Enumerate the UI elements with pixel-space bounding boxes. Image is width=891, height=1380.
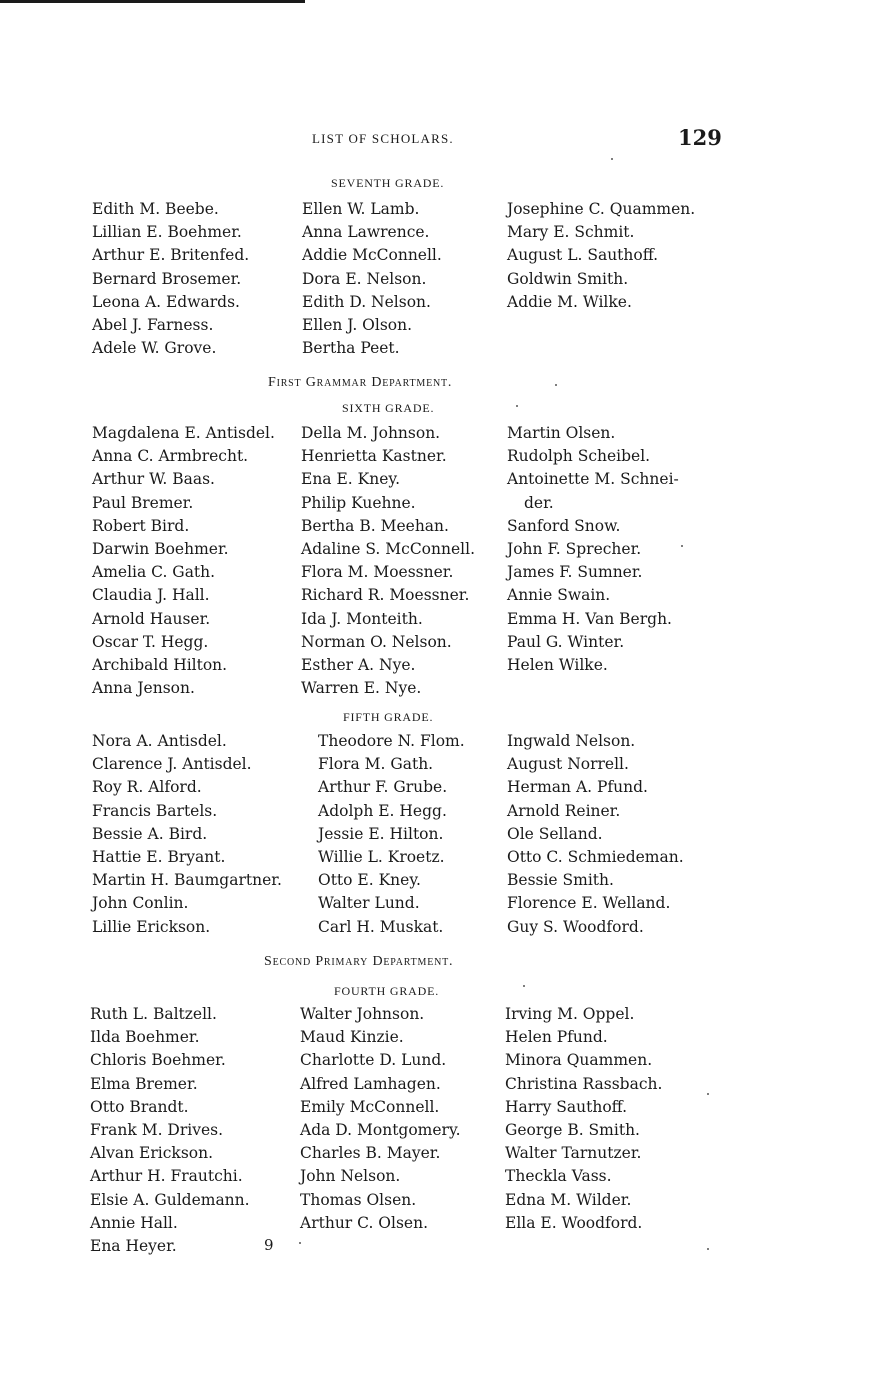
scholar-name: Bessie Smith.: [507, 871, 614, 890]
scholar-name: Willie L. Kroetz.: [318, 848, 445, 867]
scholar-name: Arthur H. Frautchi.: [90, 1167, 243, 1186]
scholar-name: John Nelson.: [300, 1167, 401, 1186]
scholar-name: Arnold Reiner.: [507, 801, 621, 820]
top-rule: [0, 0, 305, 3]
scholar-name: Bernard Brosemer.: [92, 269, 242, 288]
running-head: LIST OF SCHOLARS.: [312, 131, 454, 146]
fourth-grade-column-1: [90, 1003, 250, 1258]
scholar-name: Edith M. Beebe.: [92, 200, 219, 218]
scholar-name: Darwin Boehmer.: [92, 540, 229, 559]
scholar-name: Theckla Vass.: [505, 1167, 612, 1186]
scholar-name: Arthur F. Grube.: [318, 778, 448, 797]
scholar-name: Theodore N. Flom.: [318, 732, 465, 750]
scholar-name: Guy S. Woodford.: [507, 917, 644, 936]
department-heading-second-primary: Second Primary Department.: [264, 954, 454, 969]
scholar-name: Norman O. Nelson.: [301, 632, 452, 651]
scholar-name: Irving M. Oppel.: [505, 1005, 635, 1023]
scholar-name: Arthur E. Britenfed.: [92, 246, 250, 265]
scholar-name: Emma H. Van Bergh.: [507, 609, 672, 628]
scholar-name: Lillie Erickson.: [92, 917, 211, 936]
scholar-name: Mary E. Schmit.: [507, 223, 635, 242]
scholar-name: Ena E. Kney.: [301, 470, 400, 489]
scholar-name: Esther A. Nye.: [301, 656, 416, 675]
scholar-name: Richard R. Moessner.: [301, 586, 470, 605]
scholar-name: Ida J. Monteith.: [301, 609, 423, 628]
scholar-name: Nora A. Antisdel.: [92, 732, 227, 750]
scholar-name: Goldwin Smith.: [507, 269, 629, 288]
scholar-name: Dora E. Nelson.: [302, 269, 427, 288]
scholar-name: John F. Sprecher.: [507, 540, 642, 559]
scholar-name: Alfred Lamhagen.: [300, 1074, 441, 1093]
scholar-name: Walter Johnson.: [300, 1005, 425, 1023]
scholar-name: Otto E. Kney.: [318, 871, 421, 890]
scholar-name: Flora M. Gath.: [318, 755, 434, 774]
scholar-name: Elma Bremer.: [90, 1074, 198, 1093]
scholar-name: Ellen W. Lamb.: [302, 200, 420, 218]
scholar-name: Elsie A. Guldemann.: [90, 1190, 250, 1209]
scholar-name: Carl H. Muskat.: [318, 917, 444, 936]
grade-heading-fourth: FOURTH GRADE.: [334, 984, 440, 998]
scholar-name: George B. Smith.: [505, 1121, 640, 1140]
scholar-name: Anna C. Armbrecht.: [92, 447, 249, 466]
scholar-name: Ada D. Montgomery.: [300, 1121, 461, 1140]
scholar-name: Ole Selland.: [507, 824, 603, 843]
scholar-name: Charles B. Mayer.: [300, 1144, 441, 1163]
scholar-name: Magdalena E. Antisdel.: [92, 424, 275, 442]
scholar-name: Leona A. Edwards.: [92, 292, 240, 311]
scholar-name: Oscar T. Hegg.: [92, 632, 209, 651]
scholar-name: Abel J. Farness.: [92, 316, 214, 335]
grade-heading-sixth: SIXTH GRADE.: [342, 401, 435, 415]
page-number: 129: [678, 125, 722, 150]
scholar-name: Roy R. Alford.: [92, 778, 202, 797]
fourth-grade-column-3: [505, 1003, 662, 1235]
scholar-name: Walter Tarnutzer.: [505, 1144, 642, 1163]
print-speck: [707, 1093, 709, 1095]
scholar-name: Francis Bartels.: [92, 801, 218, 820]
seventh-grade-column-2: [302, 198, 442, 360]
sixth-grade-column-1: [92, 422, 275, 700]
scholar-name: Helen Pfund.: [505, 1028, 608, 1047]
scholar-name: Edna M. Wilder.: [505, 1190, 632, 1209]
scholar-name: Ilda Boehmer.: [90, 1028, 200, 1047]
scholar-name: Henrietta Kastner.: [301, 447, 447, 466]
scholar-name: Edith D. Nelson.: [302, 292, 431, 311]
scholar-name: Hattie E. Bryant.: [92, 848, 226, 867]
fifth-grade-column-1: [92, 730, 282, 939]
scholar-name: Amelia C. Gath.: [92, 563, 216, 582]
scholar-name: Charlotte D. Lund.: [300, 1051, 447, 1070]
scholar-name: Otto Brandt.: [90, 1097, 189, 1116]
scholar-name: Chloris Boehmer.: [90, 1051, 226, 1070]
scholar-name: Bertha B. Meehan.: [301, 516, 449, 535]
department-heading-first-grammar: First Grammar Department.: [268, 375, 453, 390]
scholar-name: Jessie E. Hilton.: [318, 824, 444, 843]
scholar-name: Rudolph Scheibel.: [507, 447, 651, 466]
scholar-name: Ellen J. Olson.: [302, 316, 413, 335]
scholar-name: Sanford Snow.: [507, 516, 621, 535]
fourth-grade-column-2: [300, 1003, 461, 1235]
print-speck: [681, 545, 683, 547]
scholar-name: Arnold Hauser.: [92, 609, 211, 628]
scholar-name: Minora Quammen.: [505, 1051, 653, 1070]
scholar-name: Maud Kinzie.: [300, 1028, 404, 1047]
scholar-name: Thomas Olsen.: [300, 1190, 417, 1209]
fifth-grade-column-2: [318, 730, 465, 939]
scholar-name: Paul Bremer.: [92, 493, 194, 512]
scholar-name: Annie Hall.: [90, 1213, 178, 1232]
scholar-name: Martin H. Baumgartner.: [92, 871, 282, 890]
scholar-name: Adolph E. Hegg.: [318, 801, 447, 820]
scholar-name: Christina Rassbach.: [505, 1074, 663, 1093]
scholar-name: Flora M. Moessner.: [301, 563, 454, 582]
print-speck: [523, 985, 525, 987]
scholar-name: Paul G. Winter.: [507, 632, 625, 651]
scholar-name: Ena Heyer.: [90, 1237, 177, 1256]
print-speck: [611, 158, 613, 160]
signature-mark: 9: [264, 1236, 274, 1254]
sixth-grade-column-2: [301, 422, 475, 700]
scholar-name: Otto C. Schmiedeman.: [507, 848, 684, 867]
scholar-name: Annie Swain.: [507, 586, 611, 605]
scholar-name: Bessie A. Bird.: [92, 824, 208, 843]
scholar-name: Adele W. Grove.: [92, 339, 217, 358]
print-speck: [299, 1242, 301, 1244]
scholar-name: Adaline S. McConnell.: [301, 540, 475, 559]
scholar-name: Alvan Erickson.: [90, 1144, 214, 1163]
scholar-name: Helen Wilke.: [507, 656, 608, 675]
scholar-name: Josephine C. Quammen.: [507, 200, 696, 218]
scholar-name: Ella E. Woodford.: [505, 1213, 643, 1232]
scholar-name: Ingwald Nelson.: [507, 732, 636, 750]
scholar-name: Harry Sauthoff.: [505, 1097, 628, 1116]
scholar-name: Emily McConnell.: [300, 1097, 440, 1116]
seventh-grade-column-1: [92, 198, 249, 360]
scholar-name: August L. Sauthoff.: [507, 246, 659, 265]
scholar-name: Lillian E. Boehmer.: [92, 223, 242, 242]
scholar-name: Clarence J. Antisdel.: [92, 755, 252, 774]
scholar-name: Warren E. Nye.: [301, 679, 422, 698]
scholar-name: Ruth L. Baltzell.: [90, 1005, 217, 1023]
scholar-name: Frank M. Drives.: [90, 1121, 224, 1140]
grade-heading-seventh: SEVENTH GRADE.: [331, 176, 445, 190]
scholar-name: Claudia J. Hall.: [92, 586, 210, 605]
scholar-name: Robert Bird.: [92, 516, 190, 535]
scholar-name: James F. Sumner.: [507, 563, 643, 582]
scholar-name: Antoinette M. Schnei-: [507, 470, 679, 489]
fifth-grade-column-3: [507, 730, 684, 939]
scholar-name: Addie M. Wilke.: [507, 292, 632, 311]
print-speck: [555, 384, 557, 386]
print-speck: [516, 405, 518, 407]
scholar-name: Archibald Hilton.: [92, 656, 228, 675]
scholar-name: Della M. Johnson.: [301, 424, 441, 442]
scholar-name: Bertha Peet.: [302, 339, 400, 358]
scholar-name: Philip Kuehne.: [301, 493, 416, 512]
print-speck: [707, 1248, 709, 1250]
scholar-name: der.: [524, 493, 554, 512]
scholar-name: August Norrell.: [507, 755, 629, 774]
scholar-name: Arthur C. Olsen.: [300, 1213, 428, 1232]
scholar-name: Florence E. Welland.: [507, 894, 671, 913]
seventh-grade-column-3: [507, 198, 695, 314]
scholar-name: Walter Lund.: [318, 894, 420, 913]
scholar-name: Herman A. Pfund.: [507, 778, 648, 797]
scholar-name: Anna Jenson.: [92, 679, 195, 698]
scholar-name: Arthur W. Baas.: [92, 470, 215, 489]
scholar-name: John Conlin.: [92, 894, 189, 913]
scholar-name: Addie McConnell.: [302, 246, 442, 265]
grade-heading-fifth: FIFTH GRADE.: [343, 710, 434, 724]
sixth-grade-column-3: [507, 422, 679, 677]
scholar-name: Martin Olsen.: [507, 424, 616, 442]
scholar-name: Anna Lawrence.: [302, 223, 430, 242]
